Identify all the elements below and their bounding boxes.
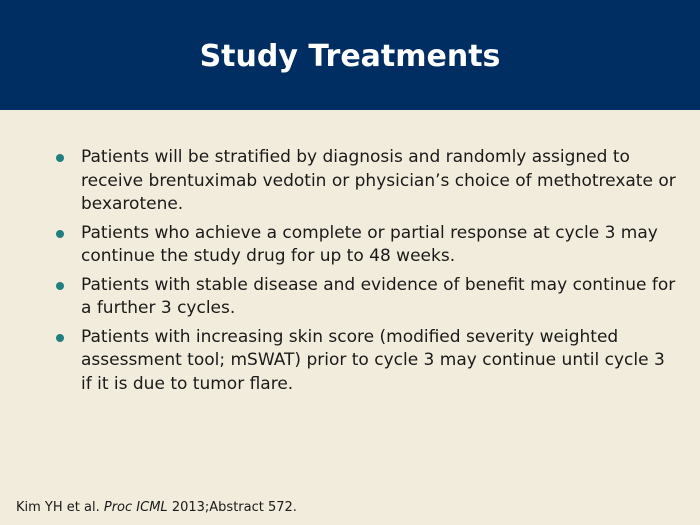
bullet-text: Patients who achieve a complete or partial response at cycle 3 may continue the study drug for up to 48 weeks. xyxy=(81,222,658,266)
bullet-item xyxy=(56,222,676,269)
bullet-dot-icon xyxy=(56,282,64,290)
bullet-item xyxy=(56,274,676,321)
citation-details: 2013;Abstract 572. xyxy=(171,500,297,515)
bullet-list xyxy=(56,146,676,401)
citation-journal: Proc ICML xyxy=(103,500,168,515)
bullet-item xyxy=(56,146,676,217)
bullet-text: Patients with increasing skin score (modified severity weighted assessment tool; mSWAT) prior to cycle 3 may continue until cycle 3 if it is due to tumor flare. xyxy=(81,326,665,394)
bullet-text: Patients will be stratified by diagnosis and randomly assigned to receive brentuximab vedotin or physician’s choice of methotrexate or bexarotene. xyxy=(81,147,676,214)
citation xyxy=(16,500,297,515)
citation-authors: Kim YH et al. xyxy=(16,500,100,515)
bullet-dot-icon xyxy=(56,230,64,238)
bullet-text: Patients with stable disease and evidence of benefit may continue for a further 3 cycles. xyxy=(81,274,676,318)
bullet-item xyxy=(56,326,676,397)
slide-title: Study Treatments xyxy=(199,39,501,74)
bullet-dot-icon xyxy=(56,334,64,342)
title-bar xyxy=(0,0,700,110)
bullet-dot-icon xyxy=(56,154,64,162)
